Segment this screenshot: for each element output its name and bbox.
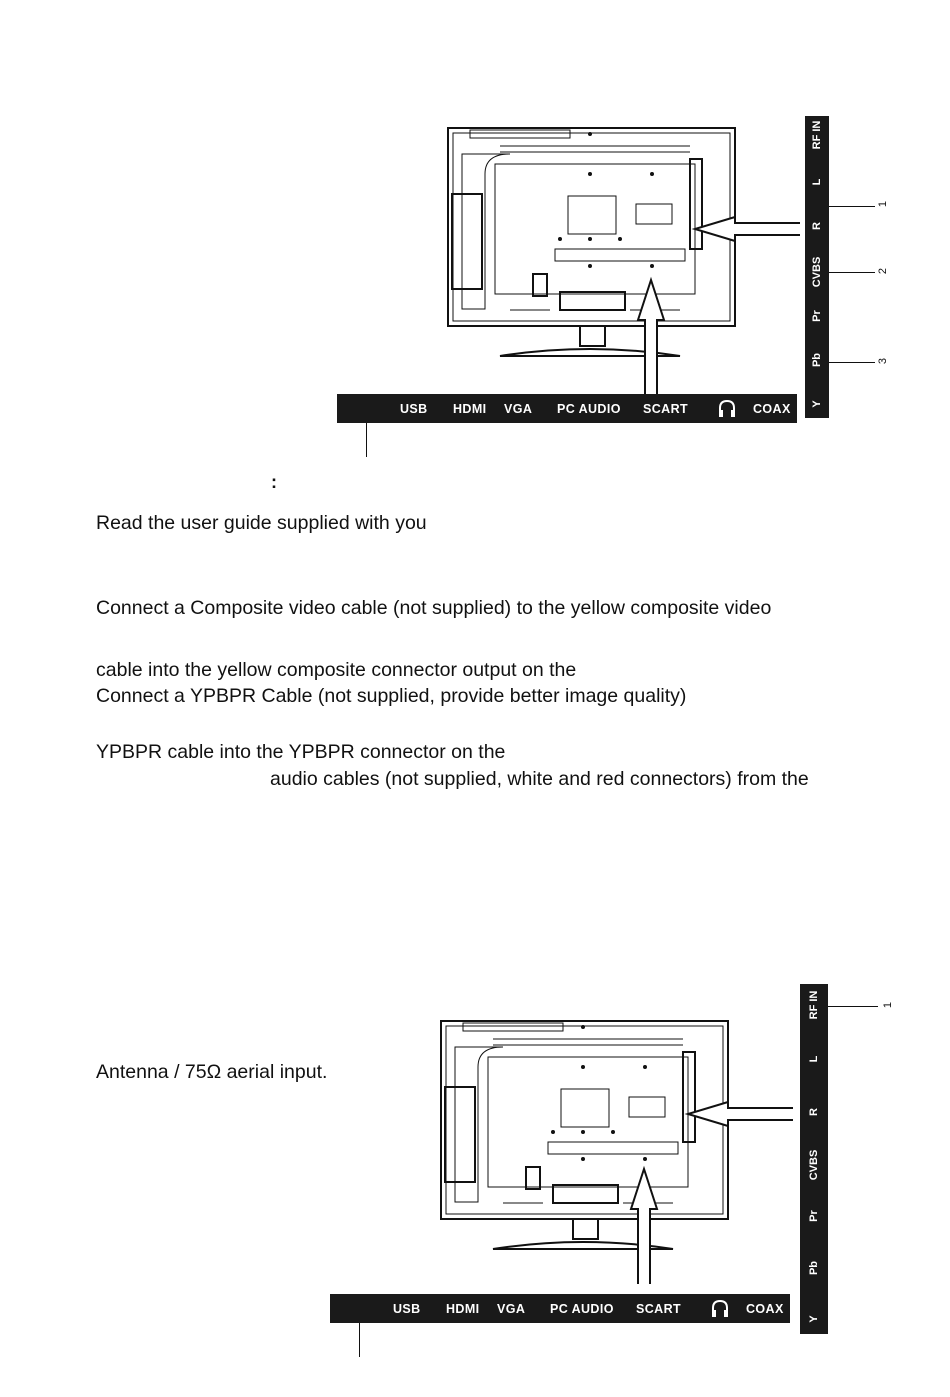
label-vga: VGA xyxy=(504,402,533,416)
paragraph-audio-cables: audio cables (not supplied, white and red connectors) from the xyxy=(270,768,809,790)
paragraph-composite-connect: Connect a Composite video cable (not supplied) to the yellow composite video xyxy=(96,597,772,619)
arrow-up-bottom xyxy=(629,1164,659,1286)
label-coax: COAX xyxy=(746,1302,784,1316)
callout-1: 1 xyxy=(882,1001,895,1009)
side-connector-bar xyxy=(800,984,828,1334)
label-pb: Pb xyxy=(808,1260,820,1276)
paragraph-ypbpr-connect: Connect a YPBPR Cable (not supplied, provide better image quality) xyxy=(96,685,687,707)
callout-1: 1 xyxy=(877,200,890,208)
callout-line-1 xyxy=(828,1006,878,1007)
paragraph-composite-output: cable into the yellow composite connector output on the xyxy=(96,659,577,681)
label-coax: COAX xyxy=(753,402,791,416)
bottom-connector-bar xyxy=(330,1294,790,1323)
callout-2: 2 xyxy=(877,267,890,275)
label-scart: SCART xyxy=(643,402,689,416)
arrow-right-bottom xyxy=(683,1100,798,1130)
side-connector-bar xyxy=(805,116,829,418)
arrow-right-top xyxy=(690,215,805,245)
label-l: L xyxy=(811,178,823,186)
label-pr: Pr xyxy=(808,1210,820,1222)
label-pc-audio: PC AUDIO xyxy=(557,402,621,416)
label-hdmi: HDMI xyxy=(453,402,487,416)
label-vga: VGA xyxy=(497,1302,526,1316)
label-pr: Pr xyxy=(811,310,823,322)
label-usb: USB xyxy=(400,402,428,416)
label-pb: Pb xyxy=(811,352,823,368)
label-rf-in: RF IN xyxy=(808,990,820,1020)
colon-mark: : xyxy=(271,472,277,492)
arrow-up-top xyxy=(636,275,666,397)
label-l: L xyxy=(808,1055,820,1063)
tv-rear-illustration xyxy=(433,1017,733,1252)
bar-leader-line xyxy=(359,1323,360,1357)
paragraph-read-guide: Read the user guide supplied with you xyxy=(96,512,427,534)
label-scart: SCART xyxy=(636,1302,682,1316)
label-hdmi: HDMI xyxy=(446,1302,480,1316)
headphone-icon xyxy=(710,1299,730,1319)
label-rf-in: RF IN xyxy=(811,120,823,150)
label-usb: USB xyxy=(393,1302,421,1316)
label-y: Y xyxy=(808,1315,820,1323)
callout-3: 3 xyxy=(877,357,890,365)
label-cvbs: CVBS xyxy=(811,256,823,288)
label-r: R xyxy=(811,222,823,230)
headphone-icon xyxy=(717,399,737,419)
paragraph-ypbpr-cable: YPBPR cable into the YPBPR connector on the xyxy=(96,741,506,763)
callout-line-2 xyxy=(829,272,875,273)
paragraph-antenna: Antenna / 75Ω aerial input. xyxy=(96,1061,328,1083)
callout-line-3 xyxy=(829,362,875,363)
label-pc-audio: PC AUDIO xyxy=(550,1302,614,1316)
label-y: Y xyxy=(811,400,823,408)
bottom-connector-bar xyxy=(337,394,797,423)
bar-leader-line xyxy=(366,423,367,457)
callout-line-1 xyxy=(829,206,875,207)
label-r: R xyxy=(808,1108,820,1116)
label-cvbs: CVBS xyxy=(808,1149,820,1181)
